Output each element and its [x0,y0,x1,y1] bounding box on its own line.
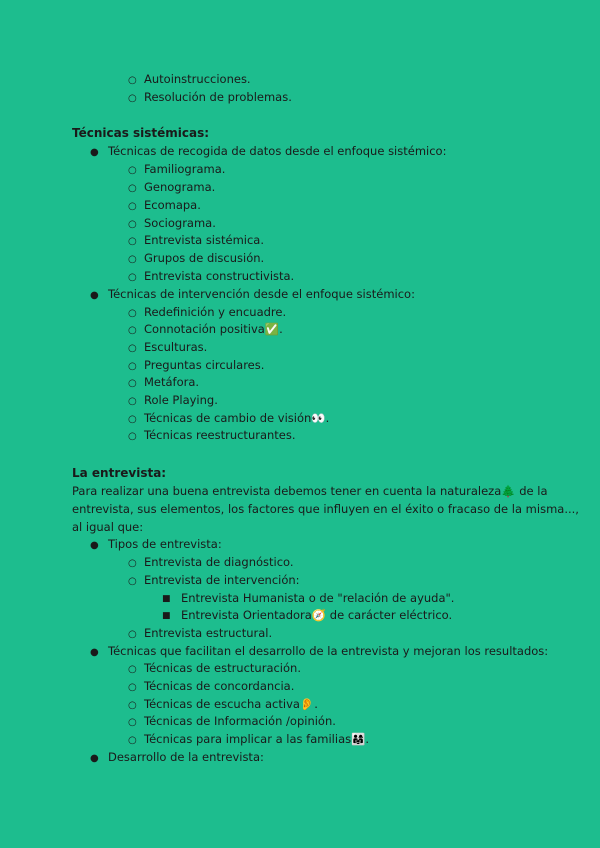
list-item: Entrevista de intervención: [144,573,300,587]
list-item: Autoinstrucciones. [144,72,251,86]
list-item: Metáfora. [144,375,200,389]
list-item: Técnicas de Información /opinión. [144,714,336,728]
section-heading-entrevista: La entrevista: [72,466,167,480]
circle-bullet-icon: ○ [128,396,137,407]
list-item: Ecomapa. [144,198,201,212]
circle-bullet-icon: ○ [128,735,137,746]
square-bullet-icon: ■ [162,594,171,604]
list-item: Resolución de problemas. [144,90,292,104]
list-item: Genograma. [144,180,216,194]
circle-bullet-icon: ○ [128,93,137,104]
list-item: Redefinición y encuadre. [144,305,287,319]
list-item: Esculturas. [144,340,208,354]
list-item: Técnicas de cambio de visión👀. [144,411,330,425]
list-item: Entrevista Orientadora🧭 de carácter eléctrico. [181,608,453,622]
circle-bullet-icon: ○ [128,361,137,372]
circle-bullet-icon: ○ [128,272,137,283]
disc-bullet-icon: ● [90,753,99,764]
circle-bullet-icon: ○ [128,717,137,728]
circle-bullet-icon: ○ [128,219,137,230]
list-item: Técnicas de intervención desde el enfoque sistémico: [108,287,415,301]
list-item: Connotación positiva✅. [144,322,283,336]
list-item: Entrevista constructivista. [144,269,295,283]
paragraph-line: entrevista, sus elementos, los factores que influyen en el éxito o fracaso de la misma..., [72,502,579,516]
circle-bullet-icon: ○ [128,308,137,319]
list-item: Entrevista Humanista o de "relación de ayuda". [181,591,455,605]
list-item: Entrevista estructural. [144,626,273,640]
circle-bullet-icon: ○ [128,75,137,86]
circle-bullet-icon: ○ [128,682,137,693]
circle-bullet-icon: ○ [128,431,137,442]
circle-bullet-icon: ○ [128,664,137,675]
circle-bullet-icon: ○ [128,325,137,336]
list-item: Técnicas de concordancia. [144,679,295,693]
section-heading-sistemicas: Técnicas sistémicas: [72,126,210,140]
circle-bullet-icon: ○ [128,558,137,569]
list-item: Técnicas que facilitan el desarrollo de la entrevista y mejoran los resultados: [108,644,549,658]
circle-bullet-icon: ○ [128,576,137,587]
circle-bullet-icon: ○ [128,201,137,212]
circle-bullet-icon: ○ [128,378,137,389]
disc-bullet-icon: ● [90,647,99,658]
list-item: Tipos de entrevista: [108,537,222,551]
list-item: Grupos de discusión. [144,251,265,265]
paragraph-line: al igual que: [72,520,144,534]
list-item: Técnicas reestructurantes. [144,428,296,442]
list-item: Técnicas de estructuración. [144,661,301,675]
list-item: Técnicas de recogida de datos desde el enfoque sistémico: [108,144,447,158]
list-item: Técnicas para implicar a las familias👨‍👩‍👧. [144,732,370,746]
circle-bullet-icon: ○ [128,236,137,247]
circle-bullet-icon: ○ [128,165,137,176]
list-item: Entrevista de diagnóstico. [144,555,294,569]
list-item: Desarrollo de la entrevista: [108,750,264,764]
list-item: Preguntas circulares. [144,358,265,372]
disc-bullet-icon: ● [90,540,99,551]
square-bullet-icon: ■ [162,611,171,621]
list-item: Entrevista sistémica. [144,233,265,247]
list-item: Familiograma. [144,162,226,176]
circle-bullet-icon: ○ [128,183,137,194]
list-item: Técnicas de escucha activa👂. [144,697,318,711]
list-item: Sociograma. [144,216,216,230]
circle-bullet-icon: ○ [128,700,137,711]
circle-bullet-icon: ○ [128,254,137,265]
paragraph-line: Para realizar una buena entrevista debemos tener en cuenta la naturaleza🌲 de la [72,484,548,498]
circle-bullet-icon: ○ [128,414,137,425]
circle-bullet-icon: ○ [128,343,137,354]
circle-bullet-icon: ○ [128,629,137,640]
disc-bullet-icon: ● [90,147,99,158]
list-item: Role Playing. [144,393,218,407]
disc-bullet-icon: ● [90,290,99,301]
